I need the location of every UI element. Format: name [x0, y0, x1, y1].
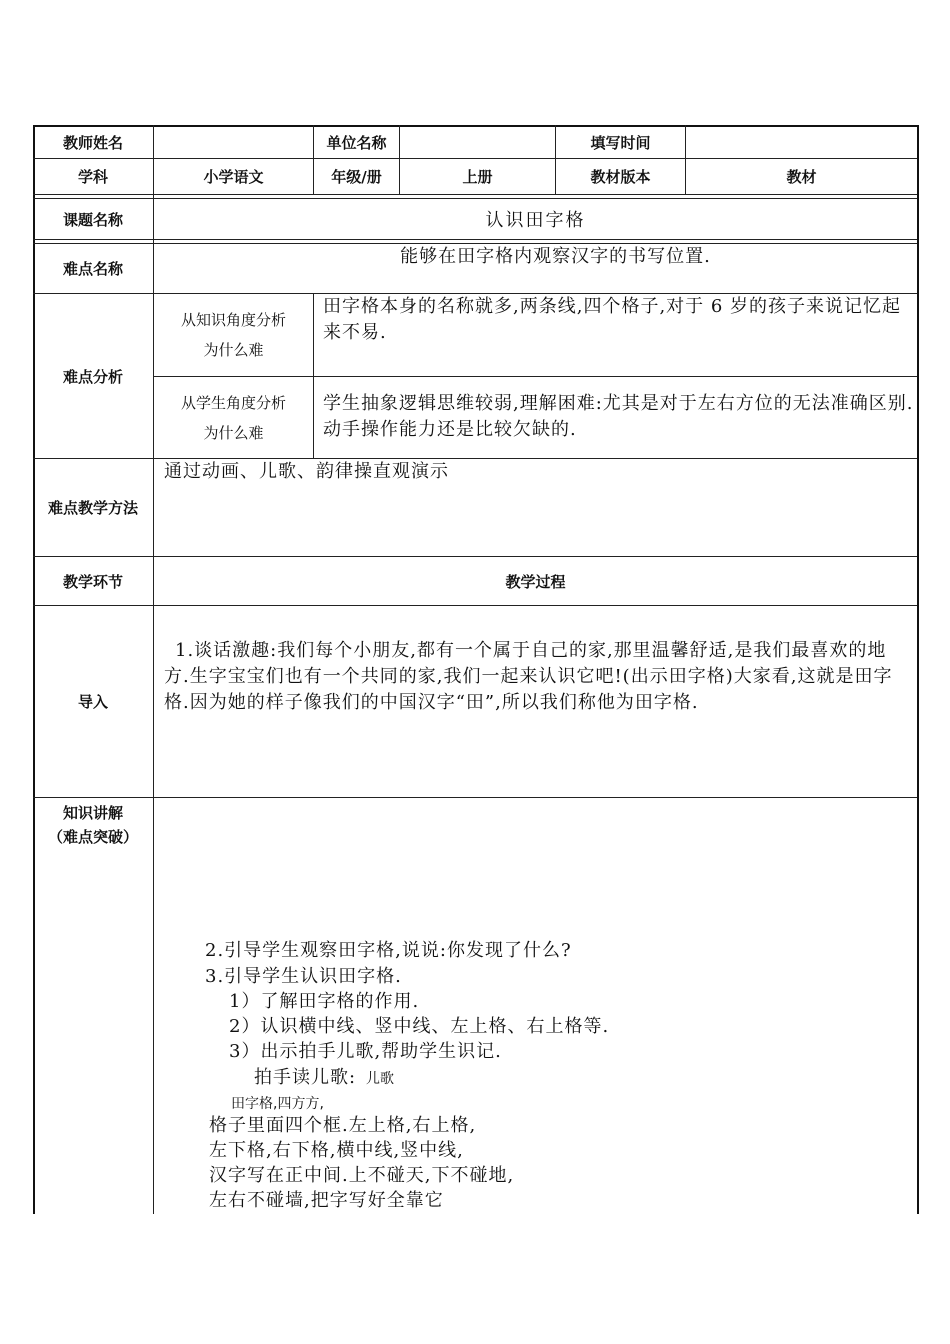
- unit-name-label: 单位名称: [326, 133, 387, 152]
- grade-value: 上册: [462, 168, 493, 186]
- row-divider: [33, 239, 917, 240]
- student-angle-value: 学生抽象逻辑思维较弱,理解困难:尤其是对于左右方位的无法准确区别.动手操作能力还是比较欠缺的.: [323, 393, 914, 440]
- knowledge-angle-label: 从知识角度分析为什么难: [180, 311, 286, 359]
- knowledge-angle-value: 田字格本身的名称就多,两条线,四个格子,对于 6 岁的孩子来说记忆起来不易.: [323, 296, 902, 343]
- process-header: 教学过程: [505, 572, 566, 591]
- subject-value: 小学语文: [203, 168, 264, 186]
- difficulty-label: 难点名称: [62, 260, 123, 278]
- knowledge-line: 左右不碰墙,把字写好全靠它: [209, 1190, 444, 1211]
- student-angle-label: 从学生角度分析为什么难: [180, 393, 286, 442]
- teacher-name-label: 教师姓名: [62, 133, 123, 152]
- knowledge-line: 1）了解田字格的作用.: [229, 991, 420, 1012]
- knowledge-line: 拍手读儿歌:: [254, 1067, 357, 1088]
- row-divider: [33, 797, 917, 798]
- knowledge-line: 3）出示拍手儿歌,帮助学生识记.: [229, 1041, 502, 1062]
- difficulty-value: 能够在田字格内观察汉字的书写位置.: [400, 246, 711, 267]
- knowledge-line: 3.引导学生认识田字格.: [205, 966, 402, 987]
- lesson-plan-table: [33, 125, 917, 1214]
- edition-label: 教材版本: [590, 168, 651, 186]
- method-label: 难点教学方法: [47, 499, 138, 517]
- unit-name-value[interactable]: [400, 125, 555, 159]
- knowledge-line: 儿歌: [366, 1071, 394, 1087]
- subject-label: 学科: [77, 168, 108, 186]
- stage-header: 教学环节: [62, 572, 123, 591]
- knowledge-line: 2）认识横中线、竖中线、左上格、右上格等.: [229, 1016, 610, 1037]
- intro-label: 导入: [77, 693, 108, 711]
- knowledge-line: 左下格,右下格,横中线,竖中线,: [209, 1140, 464, 1161]
- analysis-label: 难点分析: [62, 367, 123, 386]
- row-divider: [33, 605, 917, 606]
- column-divider: [313, 293, 314, 458]
- topic-value: 认识田字格: [485, 210, 586, 231]
- knowledge-line: 2.引导学生观察田字格,说说:你发现了什么?: [205, 940, 572, 961]
- fill-date-value[interactable]: [686, 125, 917, 159]
- intro-text: 1.谈话激趣:我们每个小朋友,都有一个属于自己的家,那里温馨舒适,是我们最喜欢的地方.生字宝宝们也有一个共同的家,我们一起来认识它吧!(出示田字格)大家看,这就是田字格.因为她的样子像我们的中国汉字“田”,所以我们称他为田字格.: [164, 640, 893, 713]
- teacher-name-value[interactable]: [154, 125, 313, 159]
- column-divider: [153, 125, 154, 1214]
- knowledge-label-line2: （难点突破）: [47, 827, 138, 846]
- knowledge-line: 汉字写在正中间.上不碰天,下不碰地,: [209, 1165, 515, 1186]
- knowledge-label-line1: 知识讲解: [62, 803, 123, 822]
- edition-value: 教材: [786, 168, 817, 186]
- topic-label: 课题名称: [62, 210, 123, 229]
- grade-label: 年级/册: [331, 168, 382, 186]
- fill-date-label: 填写时间: [590, 133, 651, 152]
- knowledge-line: 格子里面四个框.左上格,右上格,: [209, 1115, 477, 1136]
- method-value: 通过动画、儿歌、韵律操直观演示: [164, 461, 449, 482]
- knowledge-line: 田字格,四方方,: [231, 1096, 324, 1112]
- row-divider: [33, 194, 917, 195]
